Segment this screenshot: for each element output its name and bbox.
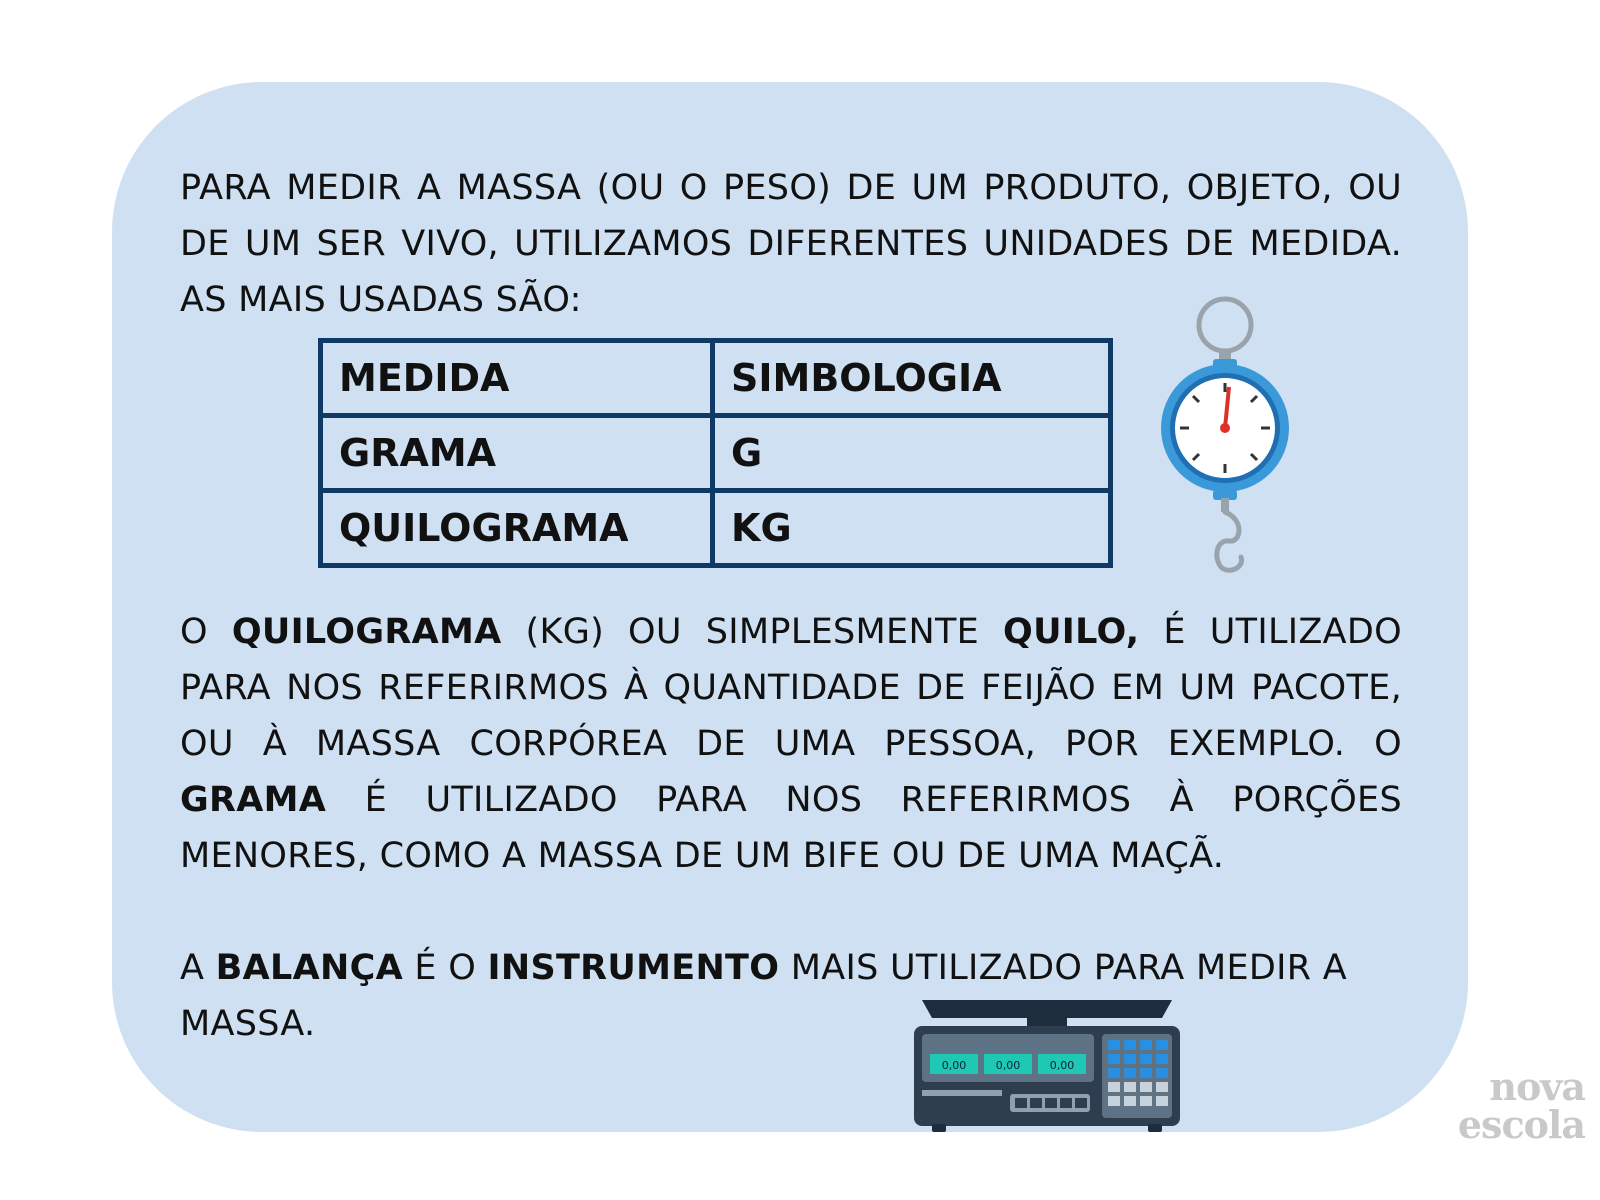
- cell-unit-name: GRAMA: [321, 416, 713, 491]
- cell-unit-symbol: G: [713, 416, 1111, 491]
- digital-scale-icon: [912, 1000, 1182, 1135]
- emphasis-quilo: QUILO,: [1003, 612, 1140, 652]
- header-medida: MEDIDA: [321, 341, 713, 416]
- intro-text: PARA MEDIR A MASSA (OU O PESO) DE UM PRODUTO, OBJETO, OU DE UM SER VIVO, UTILIZAMOS DIFERENTES UNIDADES DE MEDIDA. AS MAIS USADAS SÃO:: [180, 168, 1402, 320]
- header-simbologia: SIMBOLOGIA: [713, 341, 1111, 416]
- emphasis-balanca: BALANÇA: [215, 948, 403, 988]
- balanca-paragraph: [180, 940, 1402, 1052]
- table-row: [321, 416, 1111, 491]
- text-run: MAIS UTILIZADO PARA MEDIR A MASSA.: [180, 948, 1348, 1044]
- quilograma-paragraph: [180, 604, 1402, 884]
- nova-escola-logo: [1425, 1064, 1585, 1147]
- table-row: [321, 491, 1111, 566]
- cell-unit-name: QUILOGRAMA: [321, 491, 713, 566]
- text-run: O: [180, 612, 232, 652]
- text-run: (KG) OU SIMPLESMENTE: [501, 612, 1004, 652]
- display-reading: 0,00: [1049, 1059, 1075, 1072]
- logo-line: nova: [1489, 1064, 1585, 1109]
- logo-line: escola: [1457, 1102, 1585, 1147]
- text-run: É O: [403, 948, 488, 988]
- text-run: É UTILIZADO PARA NOS REFERIRMOS À QUANTIDADE DE FEIJÃO EM UM PACOTE, OU À MASSA CORPÓREA DE UMA PESSOA, POR EXEMPLO. O: [180, 612, 1402, 764]
- text-run: A: [180, 948, 216, 988]
- cell-unit-symbol: KG: [713, 491, 1111, 566]
- table-header-row: [321, 341, 1111, 416]
- text-run: É UTILIZADO PARA NOS REFERIRMOS À PORÇÕES MENORES, COMO A MASSA DE UM BIFE OU DE UMA MAÇÃ.: [180, 780, 1402, 876]
- units-table: [318, 338, 1113, 568]
- display-reading: 0,00: [995, 1059, 1021, 1072]
- display-reading: 0,00: [941, 1059, 967, 1072]
- emphasis-instrumento: INSTRUMENTO: [487, 948, 780, 988]
- emphasis-grama: GRAMA: [180, 780, 327, 820]
- hanging-scale-icon: [1155, 295, 1305, 585]
- emphasis-quilograma: QUILOGRAMA: [231, 612, 502, 652]
